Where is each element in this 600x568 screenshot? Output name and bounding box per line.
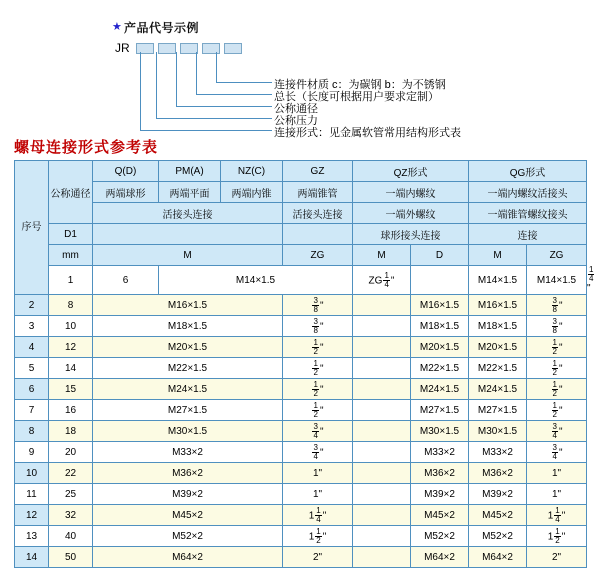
legend-item-connection-type: 连接形式：见金属软管常用结构形式表 [274,127,461,139]
nut-connection-table-wrap [14,160,594,568]
cell-q-m: M33×2 [93,442,283,463]
header-dn-unit: mm [49,245,93,266]
header-dn-d1: D1 [49,224,93,245]
cell-gz: 1 $\frac{1}{2}$ " [283,526,353,547]
cell-qz-d: M24×1.5 [411,379,469,400]
cell-qz-m [353,442,411,463]
cell-gz: $\frac{1}{2}$ " [283,337,353,358]
cell-qz-d: M16×1.5 [411,295,469,316]
cell-seq: 2 [15,295,49,316]
cell-q-m: M20×1.5 [93,337,283,358]
cell-dn: 18 [49,421,93,442]
table-row [15,295,587,316]
cell-gz: 2" [283,547,353,568]
header-qz-d: D [411,245,469,266]
header-qg-zg: ZG [527,245,587,266]
cell-dn: 50 [49,547,93,568]
cell-qg-m: M30×1.5 [469,421,527,442]
leader-line-5 [140,52,272,131]
header-seq-label: 序号 [21,222,42,234]
cell-qz-m [353,421,411,442]
cell-dn: 6 [93,266,159,295]
cell-qg-m: M18×1.5 [469,316,527,337]
cell-qz-m [353,526,411,547]
product-code-diagram [0,0,600,139]
cell-qg-m: M27×1.5 [469,400,527,421]
legend-item-length: 总长（长度可根据用户要求定制） [274,91,439,103]
diagram-title: 产品代号示例 [124,21,200,35]
cell-q-m: M45×2 [93,505,283,526]
cell-qg-m: M64×2 [469,547,527,568]
cell-gz: 1 $\frac{1}{4}$ " [283,505,353,526]
cell-dn: 32 [49,505,93,526]
header-group-gz-code: GZ [283,161,353,182]
cell-gz: $\frac{1}{2}$ " [283,400,353,421]
cell-gz: $\frac{1}{2}$ " [283,379,353,400]
cell-seq: 10 [15,463,49,484]
cell-qz-m [353,358,411,379]
cell-qg-m: M39×2 [469,484,527,505]
header-m-label: M [93,245,283,266]
header-blank-2 [283,224,353,245]
cell-q-m: M36×2 [93,463,283,484]
cell-qg-zg: 1" [527,463,587,484]
cell-qg-zg: $\frac{1}{2}$ " [527,400,587,421]
table-row [15,505,587,526]
code-prefix-label: JR [115,41,130,55]
table-row: 1 6 M14×1.5 ZG $\frac{1}{4}$ " M14×1.5 M14×1.5 $\frac{1}{4}$ " [15,266,587,295]
header-seq [15,161,49,295]
cell-qz-d: M33×2 [411,442,469,463]
cell-qg-zg: $\frac{3}{8}$ " [527,316,587,337]
cell-seq: 9 [15,442,49,463]
header-qg-connection: 连接 [469,224,587,245]
cell-q-m: M27×1.5 [93,400,283,421]
header-group-nz-code: NZ(C) [221,161,283,182]
cell-qg-zg: 1 $\frac{1}{4}$ " [527,505,587,526]
cell-seq: 7 [15,400,49,421]
cell-gz: $\frac{3}{8}$ " [283,316,353,337]
table-header-row-2 [15,182,587,203]
cell-seq: 11 [15,484,49,505]
header-group-q-code: Q(D) [93,161,159,182]
cell-gz: $\frac{3}{4}$ " [283,421,353,442]
cell-qg-m: M14×1.5 [527,266,587,295]
cell-q-m: M14×1.5 [159,266,353,295]
table-row [15,547,587,568]
cell-qg-zg: $\frac{3}{4}$ " [527,442,587,463]
table-row [15,379,587,400]
cell-qg-m: M45×2 [469,505,527,526]
cell-qz-m [353,316,411,337]
cell-dn: 40 [49,526,93,547]
cell-gz: $\frac{1}{2}$ " [283,358,353,379]
header-qg-m: M [469,245,527,266]
header-qz-thread: 一端外螺纹 [353,203,469,224]
cell-seq: 14 [15,547,49,568]
cell-qz-d: M36×2 [411,463,469,484]
cell-qg-zg: 2" [527,547,587,568]
header-qz-ball-connection: 球形接头连接 [353,224,469,245]
header-group-pm-code: PM(A) [159,161,221,182]
cell-qz-m [353,400,411,421]
cell-qz-d: M30×1.5 [411,421,469,442]
header-zg-label: ZG [283,245,353,266]
cell-dn: 15 [49,379,93,400]
cell-qz-m [353,505,411,526]
cell-seq: 4 [15,337,49,358]
cell-seq: 1 [49,266,93,295]
header-gz-connection: 活接头连接 [283,203,353,224]
table-row [15,400,587,421]
header-dn: 公称通径 [49,161,93,224]
cell-qg-m: M52×2 [469,526,527,547]
header-blank-1 [93,224,283,245]
cell-qz-d: M64×2 [411,547,469,568]
table-row [15,337,587,358]
cell-dn: 16 [49,400,93,421]
cell-dn: 8 [49,295,93,316]
cell-qz-m [353,379,411,400]
cell-qz-m [353,484,411,505]
cell-gz: ZG $\frac{1}{4}$ " [353,266,411,295]
header-q-shape: 两端球形 [93,182,159,203]
header-group-qg-code: QG形式 [469,161,587,182]
cell-qz-d: M39×2 [411,484,469,505]
cell-q-m: M30×1.5 [93,421,283,442]
cell-gz: 1" [283,463,353,484]
cell-q-m: M52×2 [93,526,283,547]
nut-connection-table [14,160,594,568]
cell-qz-d: M22×1.5 [411,358,469,379]
cell-seq: 6 [15,379,49,400]
table-row [15,316,587,337]
header-qg-thread: 一端锥管螺纹接头 [469,203,587,224]
cell-qz-d: M52×2 [411,526,469,547]
cell-seq: 8 [15,421,49,442]
cell-qg-m: M24×1.5 [469,379,527,400]
cell-qz-m [353,337,411,358]
cell-qg-zg: $\frac{1}{2}$ " [527,379,587,400]
header-qg-shape: 一端内螺纹活接头 [469,182,587,203]
table-header-row-4 [15,224,587,245]
cell-qg-zg: $\frac{1}{2}$ " [527,358,587,379]
cell-gz: $\frac{3}{8}$ " [283,295,353,316]
cell-qz-d: M45×2 [411,505,469,526]
legend-item-material: 连接件材质 c：为碳钢 b：为不锈钢 [274,79,446,91]
cell-seq: 5 [15,358,49,379]
header-qz-shape: 一端内螺纹 [353,182,469,203]
cell-gz: 1" [283,484,353,505]
header-nz-shape: 两端内锥 [221,182,283,203]
cell-qg-zg: 1 $\frac{1}{2}$ " [527,526,587,547]
table-row [15,463,587,484]
legend-item-nominal-diameter: 公称通径 [274,103,318,115]
cell-dn: 12 [49,337,93,358]
cell-qz-m [353,295,411,316]
cell-qz-d: M18×1.5 [411,316,469,337]
cell-dn: 20 [49,442,93,463]
cell-qg-m: M20×1.5 [469,337,527,358]
table-title: 螺母连接形式参考表 [14,139,159,156]
header-qz-m: M [353,245,411,266]
table-row [15,442,587,463]
cell-qz-m [353,463,411,484]
header-group-qz-code: QZ形式 [353,161,469,182]
cell-seq: 12 [15,505,49,526]
cell-qg-m: M22×1.5 [469,358,527,379]
cell-q-m: M18×1.5 [93,316,283,337]
header-q-connection: 活接头连接 [93,203,283,224]
cell-qz-d: M20×1.5 [411,337,469,358]
cell-qg-zg: 1" [527,484,587,505]
cell-seq: 3 [15,316,49,337]
cell-qg-zg: $\frac{3}{4}$ " [527,421,587,442]
table-header-row-3 [15,203,587,224]
table-header-row-1 [15,161,587,182]
legend-item-nominal-pressure: 公称压力 [274,115,318,127]
cell-dn: 14 [49,358,93,379]
cell-q-m: M39×2 [93,484,283,505]
cell-qz-d: M27×1.5 [411,400,469,421]
table-row [15,358,587,379]
cell-qg-zg: $\frac{1}{2}$ " [527,337,587,358]
cell-dn: 25 [49,484,93,505]
cell-gz: $\frac{3}{4}$ " [283,442,353,463]
table-row [15,484,587,505]
cell-q-m: M24×1.5 [93,379,283,400]
table-row [15,526,587,547]
cell-qg-m: M36×2 [469,463,527,484]
cell-dn: 22 [49,463,93,484]
cell-q-m: M16×1.5 [93,295,283,316]
cell-q-m: M64×2 [93,547,283,568]
cell-q-m: M22×1.5 [93,358,283,379]
star-icon: ★ [112,21,122,33]
cell-qg-m: M33×2 [469,442,527,463]
header-pm-shape: 两端平面 [159,182,221,203]
cell-qz-d: M14×1.5 [469,266,527,295]
cell-qz-m [411,266,469,295]
cell-qg-m: M16×1.5 [469,295,527,316]
cell-dn: 10 [49,316,93,337]
cell-seq: 13 [15,526,49,547]
cell-qz-m [353,547,411,568]
table-header-row-5 [15,245,587,266]
cell-qg-zg: $\frac{3}{8}$ " [527,295,587,316]
header-gz-shape: 两端锥管 [283,182,353,203]
table-row [15,421,587,442]
